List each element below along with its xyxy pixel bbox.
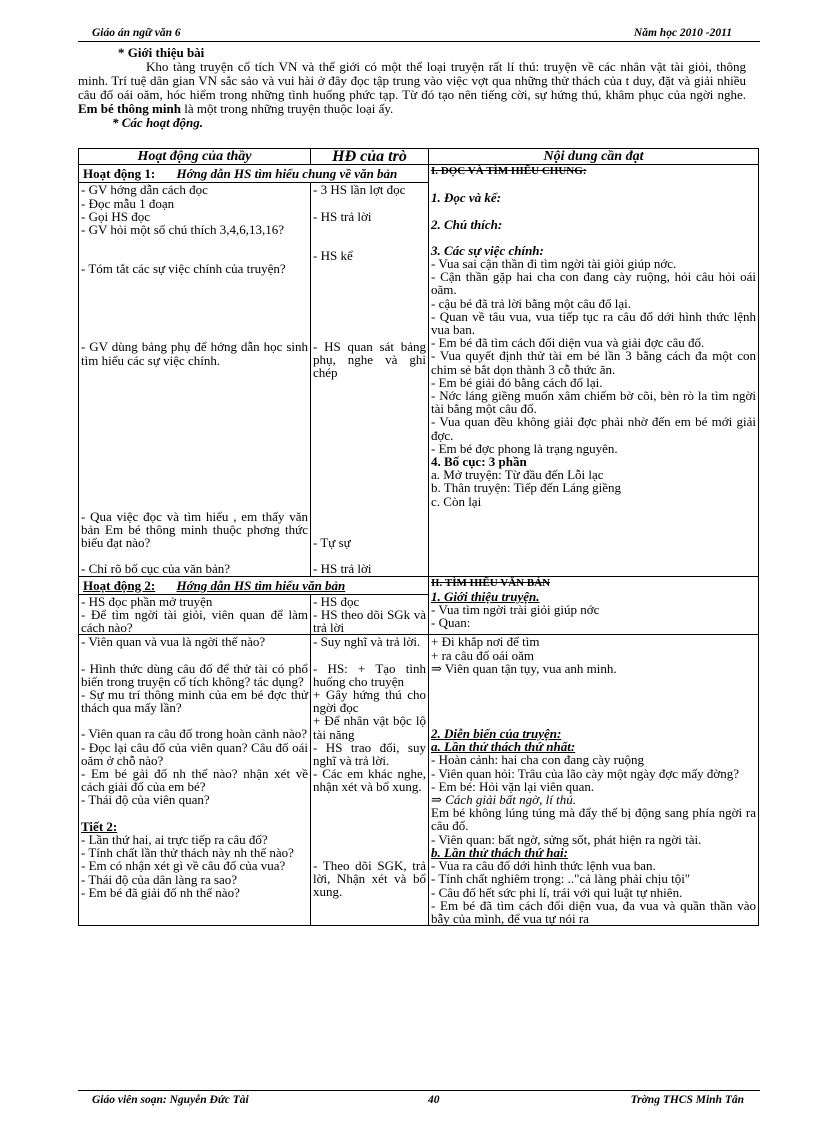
intro-bold-title: Em bé thông minh	[78, 101, 181, 116]
teacher-line	[81, 406, 308, 419]
content-line: - Vua quan đều không giải đợc phải nhờ đến em bé mới giải đợc.	[431, 414, 756, 443]
teacher-line: - Em có nhận xét gì về câu đố của vua?	[81, 858, 286, 874]
content-line: - Câu đố hết sức phi lí, trái với qui luật tự nhiên.	[431, 884, 683, 900]
teacher-line	[81, 484, 308, 497]
content-line: - Tính chất nghiêm trọng: .."cả làng phải chịu tội"	[431, 871, 691, 887]
col-content-header: Nội dung cần đạt	[429, 149, 759, 165]
intro-tail: là một trong những truyện thuộc loại ấy.	[184, 101, 394, 116]
footer-page-number: 40	[428, 1094, 440, 1106]
student-line	[313, 649, 426, 662]
content-line: - Quan về tâu vua, vua tiếp tục ra câu đố dới hình thức lệnh vua ban.	[431, 308, 756, 338]
content-line: + Đi khắp nơi để tìm	[431, 634, 540, 650]
activity2-detail-row	[79, 635, 759, 926]
student-line	[313, 510, 426, 523]
content-line: - Cận thần gặp hai cha con đang cày ruộng, hỏi câu hỏi oái oăm.	[431, 269, 756, 298]
content-line: - Vua ra câu đố dới hình thức lệnh vua ban.	[431, 858, 656, 874]
teacher-line: - Đọc mẫu 1 đoạn	[81, 195, 175, 211]
teacher-line: - Thái độ của dân làng ra sao?	[81, 871, 238, 887]
col-teacher-header: Hoạt động của thầy	[79, 149, 311, 165]
intro-heading: * Giới thiệu bài	[118, 45, 205, 60]
content-line: - Vua quyết định thử tài em bé lần 3 bằng cách đa một con chim sẻ bắt dọn thành 3 cỗ thức ăn.	[431, 348, 756, 377]
content-line: - Em bé: Hỏi vặn lại viên quan.	[431, 778, 595, 794]
activity1-teacher	[79, 183, 311, 576]
student-line: + Gây hứng thú cho ngời đọc	[313, 687, 426, 716]
col-student-header: HĐ của trò	[311, 149, 429, 165]
student-line	[313, 275, 426, 288]
student-line	[313, 549, 426, 562]
student-line	[313, 458, 426, 471]
content-line: - Em bé đã tìm cách đối diện vua, đa vua và quần thần vào bẫy của mình, để vua tự nói ra	[431, 897, 756, 926]
teacher-line	[81, 445, 308, 458]
activity2-label: Hoạt động 2:	[83, 577, 156, 593]
activity1-content	[429, 165, 759, 576]
content-line: 2. Chú thích:	[431, 216, 503, 232]
teacher-line: - Chỉ rõ bố cục của văn bản?	[81, 561, 231, 577]
student-line	[313, 380, 426, 393]
teacher-line	[81, 458, 308, 471]
teacher-line: - Viên quan và vua là ngời thế nào?	[81, 634, 266, 650]
content-line: 4. Bố cục: 3 phần	[431, 454, 527, 470]
student-line	[313, 301, 426, 314]
footer-teacher: Giáo viên soạn: Nguyễn Đức Tài	[92, 1094, 249, 1106]
content-line: - Hoàn cảnh: hai cha con đang cày ruộng	[431, 752, 644, 768]
teacher-line: - Hình thức dùng câu đố để thử tài có phổ biến trong truyện cổ tích không? tác dụng?	[81, 660, 308, 689]
teacher-line: - Thái độ của viên quan?	[81, 792, 210, 808]
teacher-line	[81, 236, 308, 249]
content-line: II. TÌM HIỂU VĂN BẢN	[431, 576, 551, 589]
intro-section	[78, 46, 746, 130]
content-line	[431, 675, 756, 688]
student-line	[313, 484, 426, 497]
student-line	[313, 820, 426, 833]
teacher-line: - Tính chất lần thử thách này nh thế nào?	[81, 845, 294, 861]
content-line: ⇒ Viên quan tận tụy, vua anh minh.	[431, 660, 617, 676]
student-line: - HS kể	[313, 247, 353, 263]
student-line: - 3 HS lần lợt đọc	[313, 182, 406, 198]
lesson-table	[78, 148, 759, 926]
student-line	[313, 262, 426, 275]
content-line: - Quan:	[431, 615, 471, 631]
teacher-line: - Viên quan ra câu đố trong hoàn cảnh nào?	[81, 726, 308, 742]
content-line: a. Lần thử thách thứ nhất:	[431, 739, 576, 755]
student-line: - HS theo dõi SGk và trả lời	[313, 607, 426, 636]
activity2-teacher	[79, 594, 311, 635]
teacher-line: - Gọi HS đọc	[81, 208, 150, 224]
content-line: ⇒ Cách giải bất ngờ, lí thú.	[431, 792, 576, 808]
student-line	[313, 419, 426, 432]
student-line	[313, 445, 426, 458]
teacher-line	[81, 807, 308, 820]
teacher-line: - Để tìm ngời tài giỏi, viên quan để làm cách nào?	[81, 607, 308, 636]
activity2-content	[429, 576, 759, 635]
content-line: + ra câu đố oái oăm	[431, 647, 534, 663]
content-line: 2. Diễn biến của truyện:	[431, 726, 562, 742]
content-line: - Viên quan hỏi: Trâu của lão cày một ngày đợc mấy đờng?	[431, 765, 740, 781]
content-line: - Vua sai cận thần đi tìm ngời tài giỏi giúp nớc.	[431, 256, 677, 272]
content-line	[431, 688, 756, 701]
content-line: - cậu bé đã trả lời bằng một câu đố lại.	[431, 295, 631, 311]
student-line: - HS quan sát bảng phụ, nghe và ghi chép	[313, 339, 426, 381]
teacher-line	[81, 497, 308, 510]
teacher-line	[81, 432, 308, 445]
activity2-title-row	[79, 576, 759, 594]
student-line: - HS trả lời	[313, 208, 372, 224]
teacher-line	[81, 649, 308, 662]
student-line	[313, 288, 426, 301]
student-line: - Theo dõi SGK, trả lời, Nhận xét và bổ xung.	[313, 857, 426, 900]
student-line	[313, 236, 426, 249]
student-line: + Để nhân vật bộc lộ tài năng	[313, 713, 426, 742]
student-line	[313, 794, 426, 807]
teacher-line	[81, 380, 308, 393]
content-line: - Em bé đợc phong là trạng nguyên.	[431, 440, 618, 456]
content-line: 1. Giới thiệu truyện.	[431, 588, 540, 604]
teacher-line: - Qua việc đọc và tìm hiểu , em thấy văn bản Em bé thông minh thuộc phơng thức biểu đạt nào?	[81, 508, 308, 551]
activity1-heading: Hớng dẫn HS tìm hiểu chung về văn bản	[176, 166, 398, 182]
student-line: - Tự sự	[313, 534, 351, 550]
teacher-line: - Em bé đã giải đố nh thế nào?	[81, 884, 240, 900]
teacher-line: - GV hớng dẫn cách đọc	[81, 182, 208, 198]
activity2-title	[79, 576, 429, 594]
header-school-year: Năm học 2010 -2011	[633, 27, 732, 39]
activity1-title-row	[79, 165, 759, 183]
teacher-line	[81, 275, 308, 288]
teacher-line	[81, 393, 308, 406]
teacher-line: - GV dùng bảng phụ để hớng dẫn học sinh tìm hiểu các sự việc chính.	[81, 339, 308, 368]
content-line: - Viên quan: bất ngờ, sửng sốt, phát hiện ra ngời tài.	[431, 831, 702, 847]
teacher-line	[81, 471, 308, 484]
student-line	[313, 223, 426, 236]
intro-paragraph	[78, 60, 746, 116]
activity1-title	[79, 165, 429, 183]
content-line: - Em bé giải đó bằng cách đố lại.	[431, 374, 603, 390]
content-line: 1. Đọc và kể:	[431, 190, 502, 206]
teacher-line	[81, 419, 308, 432]
content-line	[431, 231, 756, 244]
student-line: - HS trả lời	[313, 560, 372, 576]
activity1-student	[311, 183, 429, 576]
content-line: Em bé không lúng túng mà đẩy thế bị động sang phía ngời ra câu đố.	[431, 805, 756, 834]
header-rule	[78, 41, 760, 42]
content-line: - Vua tìm ngời trài giỏi giúp nớc	[431, 602, 600, 618]
student-line: - HS đọc	[313, 593, 360, 609]
student-line	[313, 846, 426, 859]
detail-teacher	[79, 635, 311, 926]
content-line: - Nớc láng giềng muốn xâm chiếm bờ cõi, bèn rò la tìm ngời tài bằng một câu đố.	[431, 388, 756, 417]
footer-rule	[78, 1090, 760, 1091]
student-line	[313, 471, 426, 484]
content-line: b. Lần thử thách thứ hai:	[431, 844, 568, 860]
student-line	[313, 523, 426, 536]
content-line: c. Còn lại	[431, 493, 482, 509]
detail-content	[429, 635, 759, 926]
teacher-line: - Sự mu trí thông minh của em bé đợc thử thách qua mấy lần?	[81, 687, 308, 716]
student-line	[313, 833, 426, 846]
teacher-line	[81, 314, 308, 327]
student-line	[313, 406, 426, 419]
detail-student	[311, 635, 429, 926]
table-header-row	[79, 149, 759, 165]
teacher-line: - Tóm tắt các sự việc chính của truyện?	[81, 261, 286, 277]
student-line	[313, 432, 426, 445]
activities-heading: * Các hoạt động.	[112, 115, 204, 130]
student-line	[313, 314, 426, 327]
teacher-line: - HS đọc phần mở truyện	[81, 593, 213, 609]
footer-school: Trờng THCS Minh Tân	[630, 1094, 744, 1106]
content-line: I. ĐỌC VÀ TÌM HIỂU CHUNG:	[431, 165, 587, 178]
teacher-line	[81, 288, 308, 301]
student-line: - Các em khác nghe, nhận xét và bổ xung.	[313, 766, 426, 795]
activity2-heading: Hớng dẫn HS tìm hiểu văn bản	[176, 577, 346, 593]
teacher-line: - GV hỏi một số chú thích 3,4,6,13,16?	[81, 222, 285, 238]
student-line: - HS trao đổi, suy nghĩ và trả lời.	[313, 739, 426, 769]
content-line: - Em bé đã tìm cách đối diện vua và giải đợc câu đố.	[431, 335, 705, 351]
header-subject: Giáo án ngữ văn 6	[92, 27, 181, 39]
content-line: a. Mở truyện: Từ đầu đến Lỗi lạc	[431, 467, 604, 483]
student-line	[313, 197, 426, 210]
content-line	[431, 205, 756, 218]
student-line	[313, 807, 426, 820]
teacher-line	[81, 367, 308, 380]
teacher-line: - Em bé gải đố nh thế nào? nhận xét về cách giải đố của em bé?	[81, 766, 308, 795]
student-line: - HS: + Tạo tình huống cho truyện	[313, 660, 426, 689]
teacher-line	[81, 301, 308, 314]
student-line	[313, 497, 426, 510]
activity1-label: Hoạt động 1:	[83, 166, 156, 182]
content-line	[431, 701, 756, 714]
teacher-line: Tiết 2:	[81, 818, 118, 834]
content-line: b. Thân truyện: Tiếp đến Láng giềng	[431, 480, 622, 496]
activity2-student	[311, 594, 429, 635]
teacher-line: - Lần thứ hai, ai trực tiếp ra câu đố?	[81, 831, 268, 847]
student-line	[313, 393, 426, 406]
student-line: - Suy nghĩ và trả lời.	[313, 634, 421, 650]
content-line: 3. Các sự việc chính:	[431, 242, 544, 258]
teacher-line: - Đọc lại câu đố của viên quan? Câu đố oái oăm ở chỗ nào?	[81, 739, 308, 768]
intro-text: Kho tàng truyện cổ tích VN và thế giới có một thể loại truyện rất lí thú: truyện về các nhân vật tài giỏi, thông minh. Trí tuệ dân gian VN sắc sảo và vui hài ở đây đọc tập trung vào việc vợt qua những thử thách của t duy, đặt và giải nhiều câu đố oái oăm, hóc hiểm trong những tình huống phức tạp. Từ đó tạo nên tiếng cời, sự hứng thú, khâm phục của ngời nghe.	[78, 59, 746, 102]
